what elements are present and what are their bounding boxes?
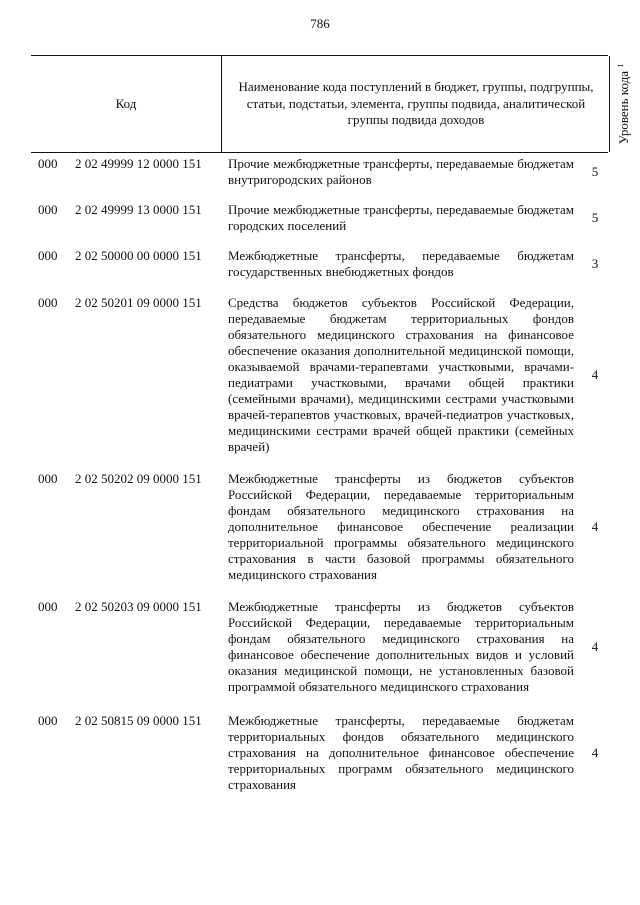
row-admin-code: 000 xyxy=(38,248,58,263)
row-admin-code: 000 xyxy=(38,471,58,486)
table-row xyxy=(0,471,640,583)
table-body xyxy=(0,156,640,793)
row-level: 4 xyxy=(591,639,599,654)
table-row xyxy=(0,156,640,188)
page-number: 786 xyxy=(310,16,330,31)
table-header xyxy=(31,55,632,153)
row-level: 3 xyxy=(591,256,599,271)
row-admin-code: 000 xyxy=(38,713,58,728)
row-code: 2 02 49999 13 0000 151 xyxy=(75,202,202,217)
row-name: Прочие межбюджетные трансферты, передаваемые бюджетам городских поселений xyxy=(228,202,574,233)
row-code: 2 02 50203 09 0000 151 xyxy=(75,599,202,614)
row-name: Межбюджетные трансферты, передаваемые бюджетам территориальных фондов обязательного медицинского страхования на дополнительное финансовое обеспечение территориальных программ обязательного медицинского страхования xyxy=(228,713,574,792)
table-row xyxy=(0,248,640,280)
row-code: 2 02 49999 12 0000 151 xyxy=(75,156,202,171)
row-admin-code: 000 xyxy=(38,599,58,614)
header-level xyxy=(610,56,638,152)
row-name: Межбюджетные трансферты из бюджетов субъектов Российской Федерации, передаваемые территориальным фондам обязательного медицинского страхования на финансовое обеспечение дополнительных видов и условий оказания медицинской помощи, не установленных базовой программой обязательного медицинского страхования xyxy=(228,599,574,694)
row-code: 2 02 50201 09 0000 151 xyxy=(75,295,202,310)
table-row xyxy=(0,599,640,695)
row-name: Средства бюджетов субъектов Российской Федерации, передаваемые бюджетам территориальных фондов обязательного медицинского страхования на финансовое обеспечение оказания дополнительной медицинской помощи, оказываемой врачами-терапевтами участковыми, врачами-педиатрами участковыми, врачами общей практики (семейными врачами), медицинскими сестрами участковыми врачей-терапевтов участковых, врачей-педиатров участковых, медицинскими сестрами врачей общей практики (семейных врачей) xyxy=(228,295,574,454)
header-level-text xyxy=(616,64,632,144)
header-level-footnote: 1 xyxy=(615,63,625,68)
row-admin-code: 000 xyxy=(38,202,58,217)
table-row xyxy=(0,202,640,234)
row-name: Межбюджетные трансферты, передаваемые бюджетам государственных внебюджетных фондов xyxy=(228,248,574,279)
row-code: 2 02 50000 00 0000 151 xyxy=(75,248,202,263)
row-name: Межбюджетные трансферты из бюджетов субъектов Российской Федерации, передаваемые территориальным фондам обязательного медицинского страхования на дополнительное финансовое обеспечение реализации территориальной программы обязательного медицинского страхования в части базовой программы обязательного медицинского страхования xyxy=(228,471,574,582)
table-row xyxy=(0,713,640,793)
row-admin-code: 000 xyxy=(38,295,58,310)
header-level-label: Уровень кода xyxy=(616,71,632,145)
header-code: Код xyxy=(115,96,137,111)
row-level: 5 xyxy=(591,164,599,179)
table-row xyxy=(0,295,640,455)
row-code: 2 02 50815 09 0000 151 xyxy=(75,713,202,728)
row-code: 2 02 50202 09 0000 151 xyxy=(75,471,202,486)
header-name: Наименование кода поступлений в бюджет, группы, подгруппы, статьи, подстатьи, элемента, группы подвида, аналитической группы подвида доходов xyxy=(238,79,594,128)
row-admin-code: 000 xyxy=(38,156,58,171)
row-level: 5 xyxy=(591,210,599,225)
row-level: 4 xyxy=(591,519,599,534)
row-level: 4 xyxy=(591,745,599,760)
row-name: Прочие межбюджетные трансферты, передаваемые бюджетам внутригородских районов xyxy=(228,156,574,187)
row-level: 4 xyxy=(591,367,599,382)
